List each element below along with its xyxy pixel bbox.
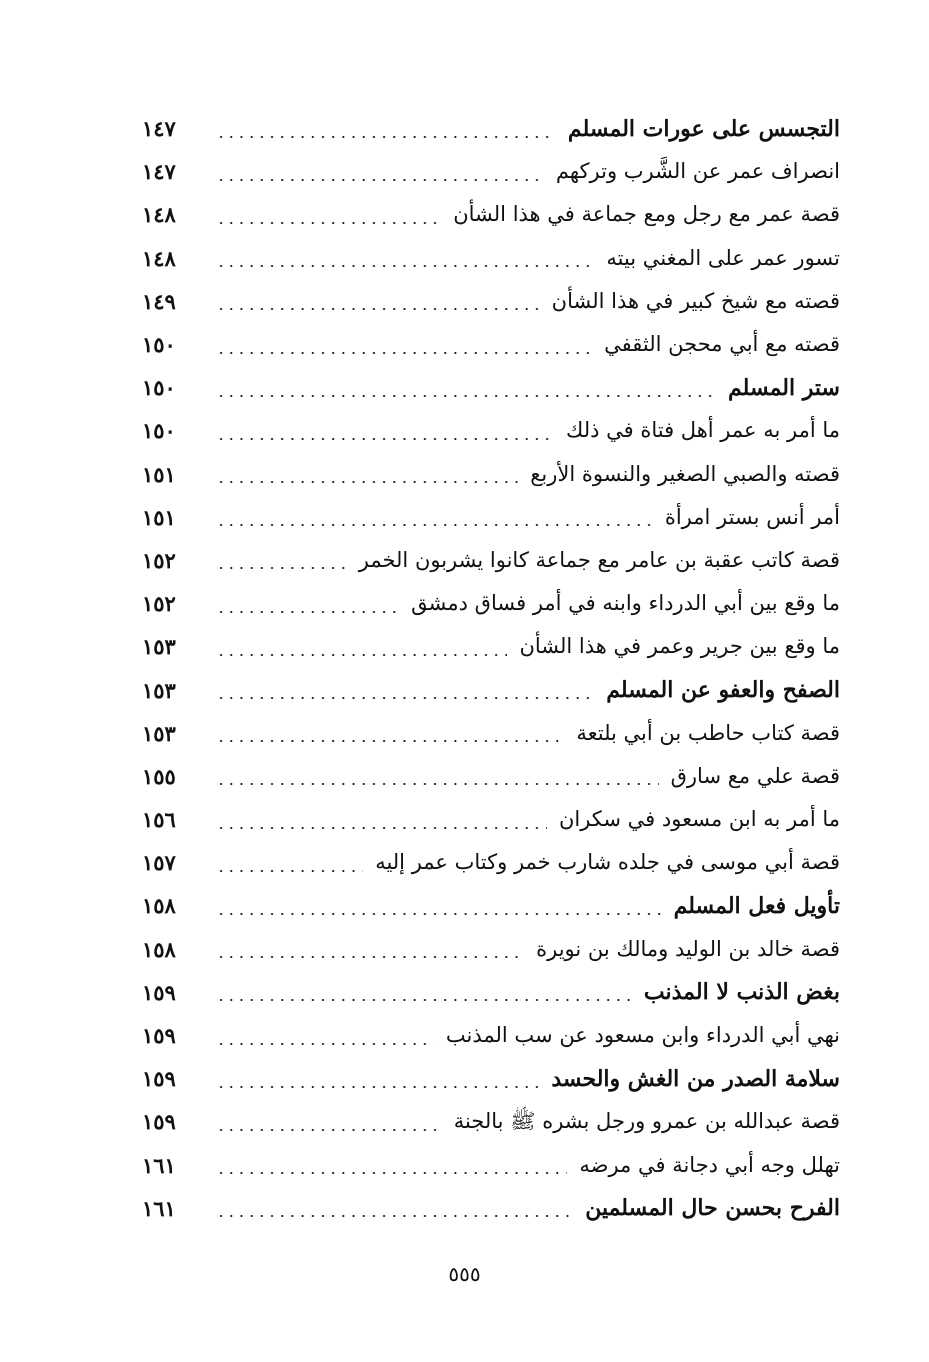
toc-entry-page-number: ١٥٩ <box>142 1066 176 1092</box>
toc-entry <box>142 625 840 668</box>
toc-entry-title: ما وقع بين أبي الدرداء وابنه في أمر فساق دمشق <box>411 591 840 616</box>
toc-entry <box>142 539 840 582</box>
toc-entry-page-number: ١٥٢ <box>142 591 176 617</box>
toc-entry-title: انصراف عمر عن الشَّرب وتركهم <box>555 159 840 184</box>
toc-entry-page-number: ١٦١ <box>142 1152 176 1178</box>
toc-entry <box>142 712 840 755</box>
toc-entry-page-number: ١٥٩ <box>142 1023 176 1049</box>
dot-leader <box>216 999 632 1001</box>
dot-leader <box>216 697 594 699</box>
dot-leader <box>216 136 556 138</box>
toc-entry-title: الفرح بحسن حال المسلمين <box>585 1195 840 1222</box>
toc-entry-title: الصفح والعفو عن المسلم <box>606 677 840 704</box>
dot-leader <box>216 567 347 569</box>
dot-leader <box>216 654 507 656</box>
dot-leader <box>216 783 659 785</box>
toc-entry-title: قصة كتاب حاطب بن أبي بلتعة <box>576 720 840 745</box>
dot-leader <box>216 352 592 354</box>
toc-entry <box>142 1144 840 1187</box>
toc-entry <box>142 1100 840 1143</box>
toc-entry-title: ما أمر به ابن مسعود في سكران <box>558 807 840 832</box>
toc-entry-title: قصة عمر مع رجل ومع جماعة في هذا الشأن <box>453 202 840 227</box>
toc-entry-title: ستر المسلم <box>728 374 840 401</box>
dot-leader <box>216 308 540 310</box>
toc-entry-title: نهي أبي الدرداء وابن مسعود عن سب المذنب <box>445 1023 840 1048</box>
toc-entry-page-number: ١٥١ <box>142 461 176 487</box>
toc-entry-page-number: ١٥١ <box>142 504 176 530</box>
toc-entry <box>142 841 840 884</box>
toc-section-heading <box>142 107 840 150</box>
toc-section-heading <box>142 1057 840 1100</box>
toc-entry-page-number: ١٤٧ <box>142 159 176 185</box>
toc-entry <box>142 582 840 625</box>
toc-entry-title: قصته مع أبي محجن الثقفي <box>604 332 840 357</box>
toc-entry-title: التجسس على عورات المسلم <box>567 115 840 142</box>
toc-section-heading <box>142 884 840 927</box>
toc-entry-title: تأويل فعل المسلم <box>673 892 840 919</box>
dot-leader <box>216 179 544 181</box>
dot-leader <box>216 827 547 829</box>
toc-entry-title: قصته مع شيخ كبير في هذا الشأن <box>551 288 840 313</box>
toc-entry <box>142 193 840 236</box>
toc-entry-page-number: ١٥٩ <box>142 1109 176 1135</box>
toc-entry-title: قصة أبي موسى في جلده شارب خمر وكتاب عمر إليه <box>375 850 840 875</box>
toc-entry <box>142 1014 840 1057</box>
toc-entry <box>142 150 840 193</box>
toc-entry <box>142 453 840 496</box>
dot-leader <box>216 611 399 613</box>
toc-entry-title: سلامة الصدر من الغش والحسد <box>551 1065 840 1092</box>
toc-entry-page-number: ١٥٠ <box>142 418 176 444</box>
toc-entry-page-number: ١٥٩ <box>142 979 176 1005</box>
toc-section-heading <box>142 668 840 711</box>
dot-leader <box>216 1043 434 1045</box>
dot-leader <box>216 222 441 224</box>
dot-leader <box>216 1215 573 1217</box>
dot-leader <box>216 395 716 397</box>
toc-entry-title: قصة علي مع سارق <box>670 763 840 788</box>
toc-entry-page-number: ١٥٨ <box>142 893 176 919</box>
dot-leader <box>216 1172 567 1174</box>
dot-leader <box>216 740 564 742</box>
toc-entry-title: قصة كاتب عقبة بن عامر مع جماعة كانوا يشربون الخمر <box>358 547 840 572</box>
toc-section-heading <box>142 366 840 409</box>
toc-entry <box>142 798 840 841</box>
toc-entry-page-number: ١٥٠ <box>142 375 176 401</box>
toc-entry-title: تهلل وجه أبي دجانة في مرضه <box>579 1152 840 1177</box>
dot-leader <box>216 956 524 958</box>
toc-entry-page-number: ١٤٧ <box>142 116 176 142</box>
toc-entry-page-number: ١٤٨ <box>142 245 176 271</box>
toc-entry-page-number: ١٥٥ <box>142 763 176 789</box>
toc-entry-title: قصة خالد بن الوليد ومالك بن نويرة <box>536 936 840 961</box>
toc-entry-title: ما وقع بين جرير وعمر في هذا الشأن <box>519 634 840 659</box>
toc-entry <box>142 928 840 971</box>
toc-entry-page-number: ١٤٩ <box>142 288 176 314</box>
toc-entry-page-number: ١٦١ <box>142 1195 176 1221</box>
dot-leader <box>216 913 662 915</box>
toc-section-heading <box>142 971 840 1014</box>
toc-entry-title: أمر أنس بستر امرأة <box>664 504 840 529</box>
toc-entry <box>142 237 840 280</box>
toc-entry-title: ما أمر به عمر أهل فتاة في ذلك <box>566 418 840 443</box>
toc-section-heading <box>142 1187 840 1230</box>
toc-entry-title: تسور عمر على المغني بيته <box>606 245 840 270</box>
dot-leader <box>216 870 363 872</box>
dot-leader <box>216 481 518 483</box>
toc-entry-page-number: ١٥٦ <box>142 807 176 833</box>
toc-entry-title: قصته والصبي الصغير والنسوة الأربع <box>530 461 840 486</box>
toc-entry-page-number: ١٥٢ <box>142 547 176 573</box>
toc-entry-page-number: ١٥٣ <box>142 634 176 660</box>
dot-leader <box>216 438 554 440</box>
table-of-contents <box>142 107 840 1230</box>
toc-entry <box>142 755 840 798</box>
toc-entry-title: بغض الذنب لا المذنب <box>643 979 840 1006</box>
dot-leader <box>216 1129 442 1131</box>
dot-leader <box>216 524 653 526</box>
toc-entry-page-number: ١٥٠ <box>142 332 176 358</box>
toc-entry-title: قصة عبدالله بن عمرو ورجل بشره ﷺ بالجنة <box>453 1109 840 1134</box>
toc-entry <box>142 323 840 366</box>
toc-entry <box>142 409 840 452</box>
dot-leader <box>216 1086 539 1088</box>
toc-entry-page-number: ١٤٨ <box>142 202 176 228</box>
page-number: ٥٥٥ <box>448 1262 481 1286</box>
toc-entry-page-number: ١٥٧ <box>142 850 176 876</box>
toc-entry <box>142 496 840 539</box>
dot-leader <box>216 265 594 267</box>
toc-entry-page-number: ١٥٣ <box>142 677 176 703</box>
toc-entry <box>142 280 840 323</box>
toc-entry-page-number: ١٥٨ <box>142 936 176 962</box>
toc-entry-page-number: ١٥٣ <box>142 720 176 746</box>
